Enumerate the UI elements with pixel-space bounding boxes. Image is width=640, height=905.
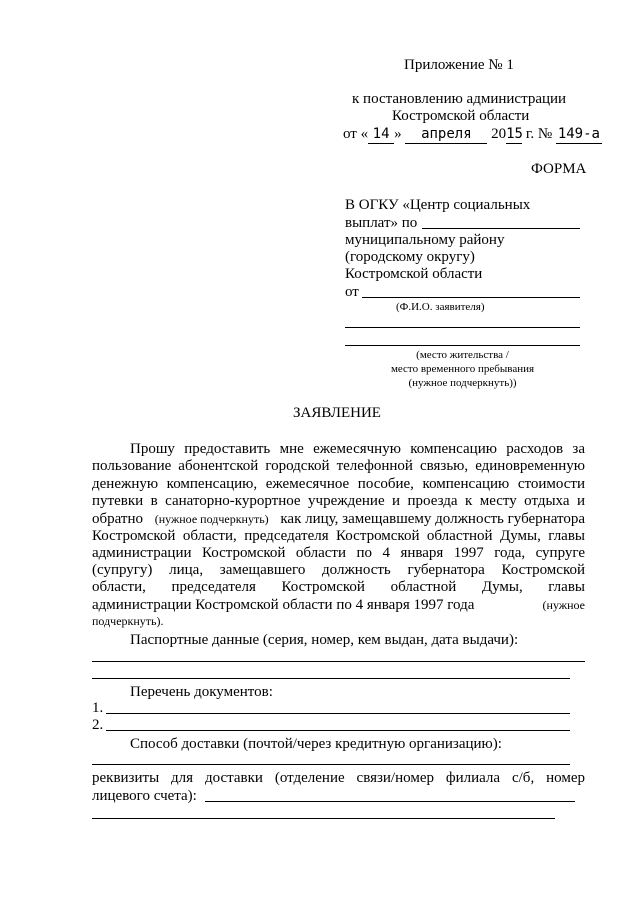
body-line-2: пользование абонентской городской телефонной связью, единовременную [92, 458, 585, 474]
documents-item-2-number: 2. [92, 717, 104, 733]
date-from-label: от « [343, 126, 369, 142]
date-year-suffix: 15 [506, 126, 523, 142]
date-day: 14 [368, 125, 394, 144]
residence-caption-line-1: (место жительства / [416, 349, 509, 361]
form-label: ФОРМА [531, 161, 587, 177]
requisites-line-1: реквизиты для доставки (отделение связи/номер филиала с/б, номер [92, 770, 585, 786]
district-field-line[interactable] [422, 228, 580, 229]
body-line-10 [92, 596, 585, 614]
addressee-line-4: (городскому округу) [345, 249, 475, 265]
body-line-5-note: (нужное подчеркнуть) [154, 512, 269, 526]
requisites-line-2: лицевого счета): [92, 788, 197, 804]
date-year-prefix: 20 [491, 126, 507, 142]
passport-field-line-1[interactable] [92, 661, 585, 662]
appendix-line-2: Костромской области [392, 108, 530, 124]
body-line-10-a: администрации Костромской области по 4 января 1997 года [92, 597, 475, 613]
delivery-label: Способ доставки (почтой/через кредитную организацию): [130, 736, 502, 752]
body-line-5-c: как лицу, замещавшему должность губернатора [280, 511, 585, 527]
delivery-field-line[interactable] [92, 764, 570, 765]
body-line-6: Костромской области, председателя Костромской областной Думы, главы [92, 528, 585, 544]
documents-item-1-number: 1. [92, 700, 104, 716]
residence-caption [345, 348, 580, 390]
appendix-title: Приложение № 1 [404, 57, 514, 73]
passport-field-line-2[interactable] [92, 678, 570, 679]
date-year-word: г. № [525, 126, 553, 142]
addressee-line-1: В ОГКУ «Центр социальных [345, 197, 531, 213]
body-line-1: Прошу предоставить мне ежемесячную компенсацию расходов за [130, 441, 585, 457]
body-line-8: (супругу) лица, замещавшего должность губернатора Костромской [92, 562, 585, 578]
body-line-11: подчеркнуть). [92, 614, 164, 628]
body-line-4: путевки в санаторно-курортное учреждение и проезда к месту отдыха и [92, 493, 585, 509]
addressee-line-5: Костромской области [345, 266, 483, 282]
date-month: апреля [405, 125, 487, 144]
documents-item-1-line[interactable] [106, 713, 570, 714]
body-line-3: денежную компенсацию, ежемесячное пособие, компенсацию стоимости [92, 476, 585, 492]
passport-label: Паспортные данные (серия, номер, кем выдан, дата выдачи): [130, 632, 519, 648]
documents-title: Перечень документов: [130, 684, 273, 700]
requisites-field-line-1[interactable] [205, 801, 575, 802]
addressee-from-label: от [345, 284, 359, 300]
fio-caption: (Ф.И.О. заявителя) [396, 301, 485, 313]
documents-item-2-line[interactable] [106, 730, 570, 731]
residence-caption-line-3: (нужное подчеркнуть)) [408, 377, 517, 389]
body-line-10-note: (нужное [542, 598, 585, 612]
requisites-field-line-2[interactable] [92, 818, 555, 819]
appendix-line-1: к постановлению администрации [352, 91, 567, 107]
address-field-line-2[interactable] [345, 345, 580, 346]
body-line-9: области, председателя Костромской областной Думы, главы [92, 579, 585, 595]
address-field-line-1[interactable] [345, 327, 580, 328]
body-line-7: администрации Костромской области по 4 января 1997 года, супруге [92, 545, 585, 561]
fio-field-line[interactable] [362, 297, 580, 298]
date-close-quote: » [394, 126, 402, 142]
body-line-5 [92, 510, 585, 528]
statement-title: ЗАЯВЛЕНИЕ [293, 405, 381, 421]
addressee-line-2: выплат» по [345, 215, 418, 231]
decree-number: 149-а [557, 126, 600, 142]
residence-caption-line-2: место временного пребывания [390, 363, 535, 375]
appendix-date-number [343, 125, 602, 144]
body-line-5-a: обратно [92, 511, 143, 527]
addressee-line-3: муниципальному району [345, 232, 505, 248]
